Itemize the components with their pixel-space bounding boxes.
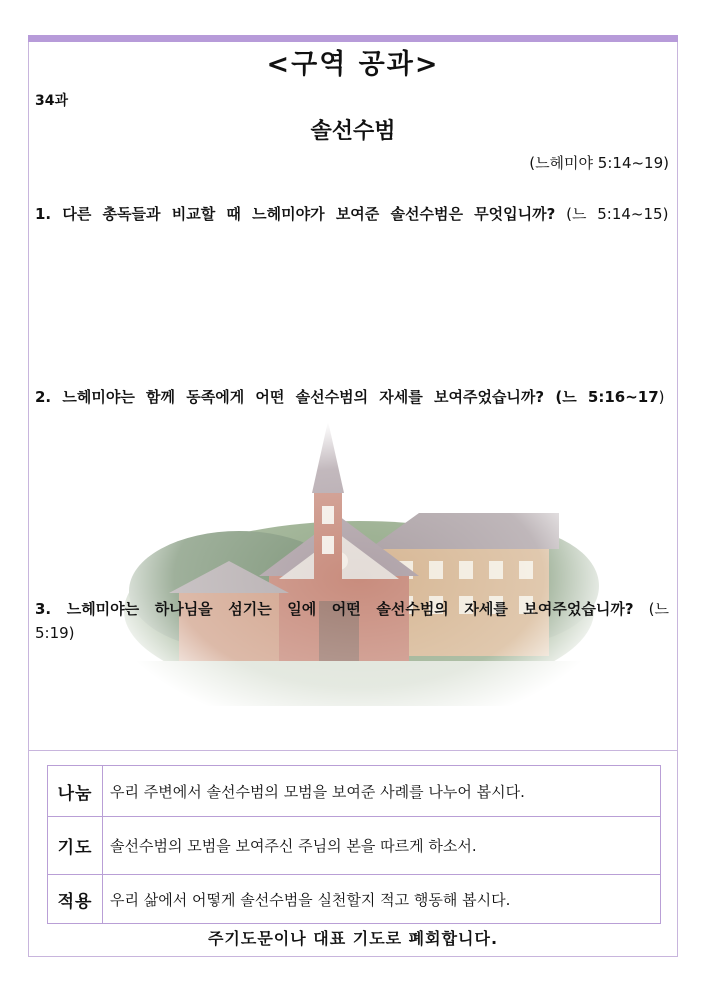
- question-3: [35, 597, 669, 645]
- question-2-text: 2. 느헤미야는 함께 동족에게 어떤 솔선수범의 자세를 보여주었습니까? (느 5:16~17: [35, 388, 659, 406]
- closing-label-sharing: 나눔: [48, 766, 103, 817]
- question-2: [35, 385, 669, 409]
- closing-text-application: 우리 삶에서 어떻게 솔선수범을 실천할지 적고 행동해 봅시다.: [103, 875, 661, 924]
- closing-footer: 주기도문이나 대표 기도로 폐회합니다.: [207, 929, 499, 948]
- question-1: [35, 202, 669, 226]
- question-1-text: 1. 다른 총독들과 비교할 때 느헤미야가 보여준 솔선수범은 무엇입니까?: [35, 205, 556, 223]
- top-accent-bar: [28, 35, 678, 42]
- closing-text-sharing: 우리 주변에서 솔선수범의 모범을 보여준 사례를 나누어 봅시다.: [103, 766, 661, 817]
- section-divider: [29, 750, 677, 751]
- lesson-number: 34과: [35, 93, 69, 109]
- scripture-reference: (느헤미야 5:14~19): [529, 154, 669, 172]
- lesson-page: [28, 35, 678, 957]
- page-title: <구역 공과>: [266, 49, 440, 80]
- closing-row-prayer: [48, 817, 661, 875]
- closing-row-sharing: [48, 766, 661, 817]
- closing-row-application: [48, 875, 661, 924]
- closing-label-prayer: 기도: [48, 817, 103, 875]
- question-3-text: 3. 느헤미야는 하나님을 섬기는 일에 어떤 솔선수범의 자세를 보여주었습니까?: [35, 600, 634, 618]
- question-1-ref: (느 5:14~15): [566, 205, 669, 223]
- church-illustration: [119, 421, 599, 706]
- question-3-ref: (느 5:19): [35, 600, 669, 642]
- closing-table: [47, 765, 661, 924]
- question-2-ref: ): [658, 388, 665, 406]
- lesson-subtitle: 솔선수범: [310, 119, 396, 144]
- closing-text-prayer: 솔선수범의 모범을 보여주신 주님의 본을 따르게 하소서.: [103, 817, 661, 875]
- closing-label-application: 적용: [48, 875, 103, 924]
